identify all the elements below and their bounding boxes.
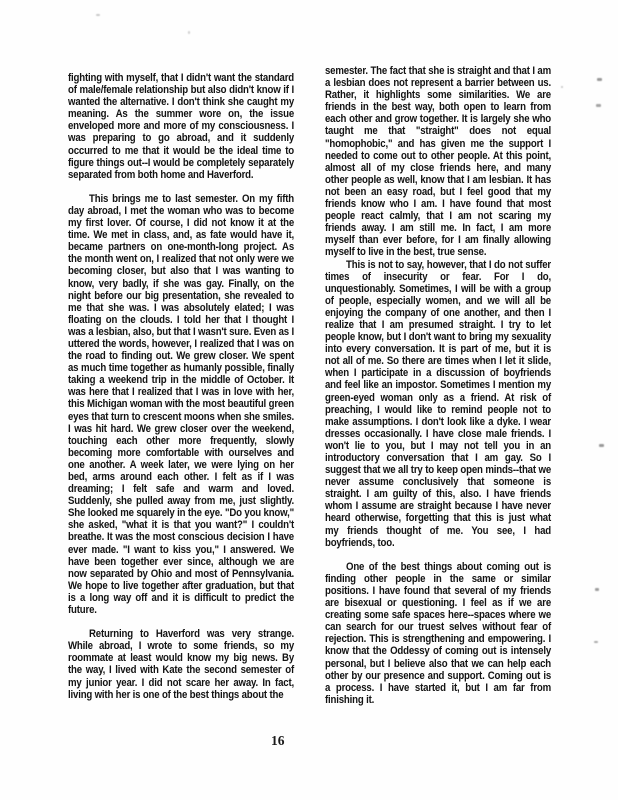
scan-artifact: [96, 14, 100, 16]
scan-artifact: [597, 78, 602, 81]
scan-artifact: [596, 104, 601, 107]
page-number: 16: [271, 733, 285, 748]
text-column-right: [325, 65, 551, 706]
paragraph-continued: semester. The fact that she is straight and that I am a lesbian does not represent a barrier between us. Rather, it highlights some similarities. We are friends in the best way, both open to learn from each other and grow together. It is largely she who taught me that "straight" does not equal "homophobic," and has given me the support I needed to come out to other people. At this point, almost all of my close friends here, and many other people as well, know that I am lesbian. It has not been an easy road, but I feel good that my friends know who I am. I have found that most people react calmly, that I am not scaring my friends away. I am still me. In fact, I am more myself than ever before, for I am finally allowing myself to live in the best, true sense.: [325, 65, 552, 259]
paragraph: Returning to Haverford was very strange. While abroad, I wrote to some friends, so my roommate at least would know my big news. By the way, I lived with Kate the second semester of my junior year. I did not scare her away. In fact, living with her is one of the best things about the: [68, 628, 295, 701]
scan-artifact: [599, 444, 604, 447]
paragraph: This is not to say, however, that I do not suffer times of insecurity or fear. For I do, unquestionably. Sometimes, I will be with a group of people, especially women, and we will all be enjoying the company of one another, and then I realize that I am presumed straight. I try to let people know, but I don't want to bring my sexuality into every conversation. It is part of me, but it is not all of me. So there are times when I let it slide, when I participate in a discussion of boyfriends and feel like an impostor. Sometimes I mention my green-eyed woman only as a friend. At risk of preaching, I would like to remind people not to make assumptions. I don't look like a dyke. I wear dresses occasionally. I have close male friends. I won't lie to you, but I may not tell you in an introductory conversation that I am gay. So I suggest that we all try to keep open minds--that we never assume conclusively that someone is straight. I am guilty of this, also. I have friends whom I assume are straight because I have never heard otherwise, forgetting that this is just what my friends thought of me. You see, I had boyfriends, too.: [325, 258, 552, 549]
scan-artifact: [594, 641, 598, 643]
paragraph: One of the best things about coming out is finding other people in the same or similar positions. I have found that several of my friends are bisexual or questioning. I feel as if we are creating some safe spaces here--spaces where we can search for our truest selves without fear of rejection. This is strengthening and empowering. I know that the Oddessy of coming out is intensely personal, but I believe also that we can help each other by our presence and support. Coming out is a process. I have started it, but I am far from finishing it.: [325, 560, 552, 706]
scan-artifact: [561, 86, 563, 88]
scan-artifact: [595, 588, 599, 591]
paragraph: This brings me to last semester. On my fifth day abroad, I met the woman who was to become my first lover. Of course, I did not know it at the time. We met in class, and, as fate would have it, became partners on one-month-long project. As the month went on, I realized that not only were we becoming closer, but also that I was wanting to know, very badly, if she was gay. Finally, on the night before our big presentation, she revealed to me that she was. I was absolutely elated; I was floating on the clouds. I told her that I thought I was a lesbian, also, but that I wasn't sure. Even as I uttered the words, however, I realized that I was on the road to finding out. We grew closer. We spent as much time together as humanly possible, finally taking a weekend trip in the middle of October. It was here that I realized that I was in love with her, this Michigan woman with the most beautiful green eyes that turn to crescent moons when she smiles. I was hit hard. We grew closer over the weekend, touching each other more frequently, slowly becoming more comfortable with ourselves and one another. A week later, we were lying on her bed, arms around each other. I felt as if I was dreaming; I felt safe and warm and loved. Suddenly, she pulled away from me, just slightly. She looked me squarely in the eye. "Do you know," she asked, "what it is that you want?" I couldn't breathe. It was the most conscious decision I have ever made. "I want to kiss you," I answered. We have been together ever since, although we are now separated by Ohio and most of Pennsylvania. We hope to live together after graduation, but that is a long way off and it is difficult to predict the future.: [68, 192, 295, 617]
paragraph-continued: fighting with myself, that I didn't want the standard of male/female relationship but also didn't know if I wanted the alternative. I don't think she caught my meaning. As the summer wore on, the issue enveloped more and more of my consciousness. I was preparing to go abroad, and it suddenly occurred to me that it would be the ideal time to figure things out--I would be completely separately separated from both home and Haverford.: [68, 72, 295, 181]
text-column-left: [68, 72, 294, 701]
scan-artifact: [188, 31, 190, 34]
